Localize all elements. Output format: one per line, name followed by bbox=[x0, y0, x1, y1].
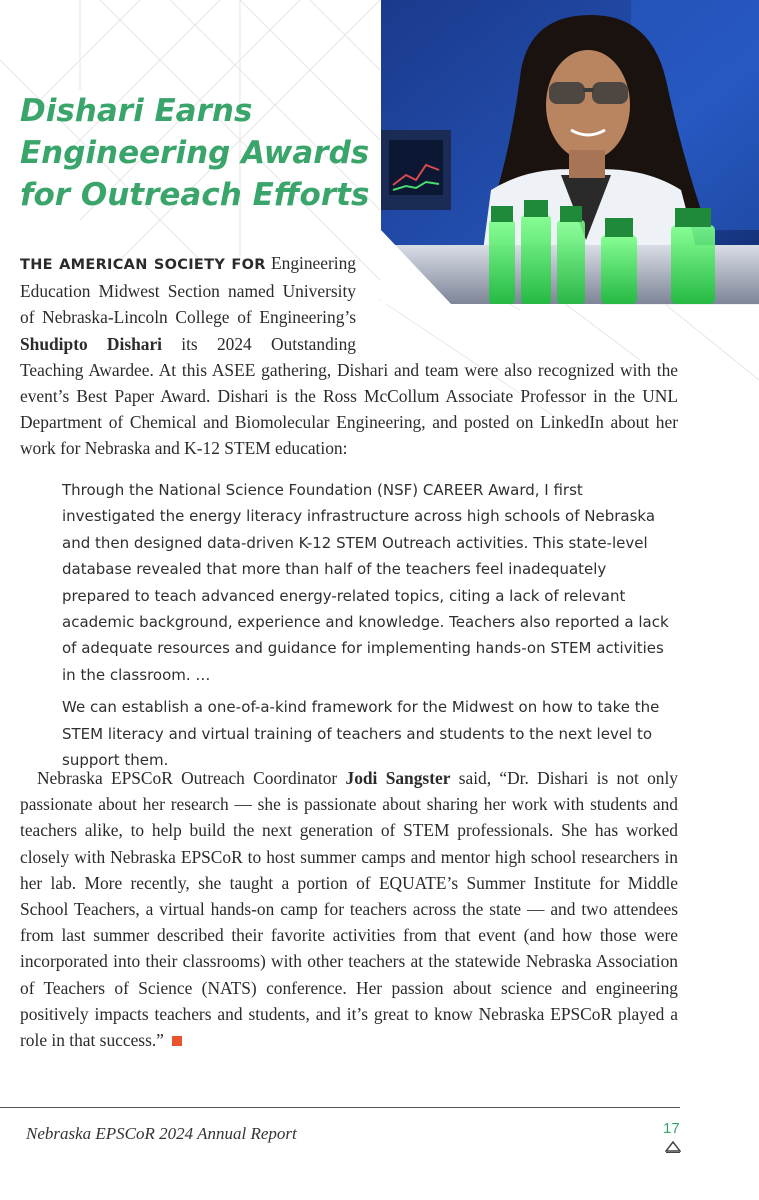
person-name: Jodi Sangster bbox=[345, 768, 451, 788]
title-line: Engineering Awards bbox=[20, 135, 370, 171]
title-line: Dishari Earns bbox=[20, 93, 253, 129]
body-paragraph bbox=[20, 765, 678, 1053]
footer-report-title: Nebraska EPSCoR 2024 Annual Report bbox=[26, 1124, 297, 1143]
body-text: Nebraska EPSCoR Outreach Coordinator bbox=[37, 768, 346, 788]
page-number: 17 bbox=[663, 1120, 680, 1137]
footer-divider bbox=[0, 1107, 680, 1108]
quote-paragraph: Through the National Science Foundation (NSF) CAREER Award, I first investigated the energy literacy infrastructure across high schools of Nebraska and then designed data-driven K-12 STEM Outreach activities. This state-level database revealed that more than half of the teachers feel inadequately prepared to teach advanced energy-related topics, citing a lack of relevant academic background, experience and knowledge. Teachers also reported a lack of adequate resources and guidance for implementing hands-on STEM activities in the classroom. … bbox=[62, 481, 669, 684]
title-line: for Outreach Efforts bbox=[20, 177, 370, 213]
quote-paragraph: We can establish a one-of-a-kind framework for the Midwest on how to take the STEM literacy and virtual training of teachers and students to the next level to support them. bbox=[62, 698, 660, 770]
lead-in-caps: THE AMERICAN SOCIETY FOR bbox=[20, 257, 266, 273]
article-title bbox=[20, 90, 369, 216]
end-mark-square bbox=[172, 1036, 182, 1046]
body-text: said, “Dr. Dishari is not only passionate about her research — she is passionate about sharing her work with students and teachers alike, to help build the next generation of STEM professionals. She has worked closely with Nebraska EPSCoR to host summer camps and mentor high school researchers in her lab. More recently, she taught a portion of EQUATE’s Summer Institute for Middle School Teachers, a virtual hands-on camp for teachers across the state — and two attendees from last summer described their favorite activities from that event (and how those were incorporated into their classrooms) with other teachers at the statewide Nebraska Association of Teachers of Science (NATS) conference. Her passion about science and engineering positively impacts teachers and students, and it’s great to know Nebraska EPSCoR played a role in that success.” bbox=[20, 768, 678, 1051]
intro-text: Engineering Education Midwest Section named University of Nebraska-Lincoln College of Engineering’s bbox=[20, 253, 356, 328]
blockquote bbox=[62, 477, 678, 779]
person-name: Shudipto Dishari bbox=[20, 333, 163, 354]
intro-text: its 2024 Outstanding Teaching Awardee. At this ASEE gathering, Dishari and team were also recognized with the event’s Best Paper Award. Dishari is the Ross McCollum Associate Professor in the UNL Department of Chemical and Biomolecular Engineering, and posted on LinkedIn about her work for Nebraska and K-12 STEM education: bbox=[20, 333, 678, 459]
triangle-up-icon[interactable] bbox=[665, 1141, 681, 1153]
intro-paragraph bbox=[20, 250, 678, 462]
photo-wrap-space bbox=[356, 250, 678, 344]
